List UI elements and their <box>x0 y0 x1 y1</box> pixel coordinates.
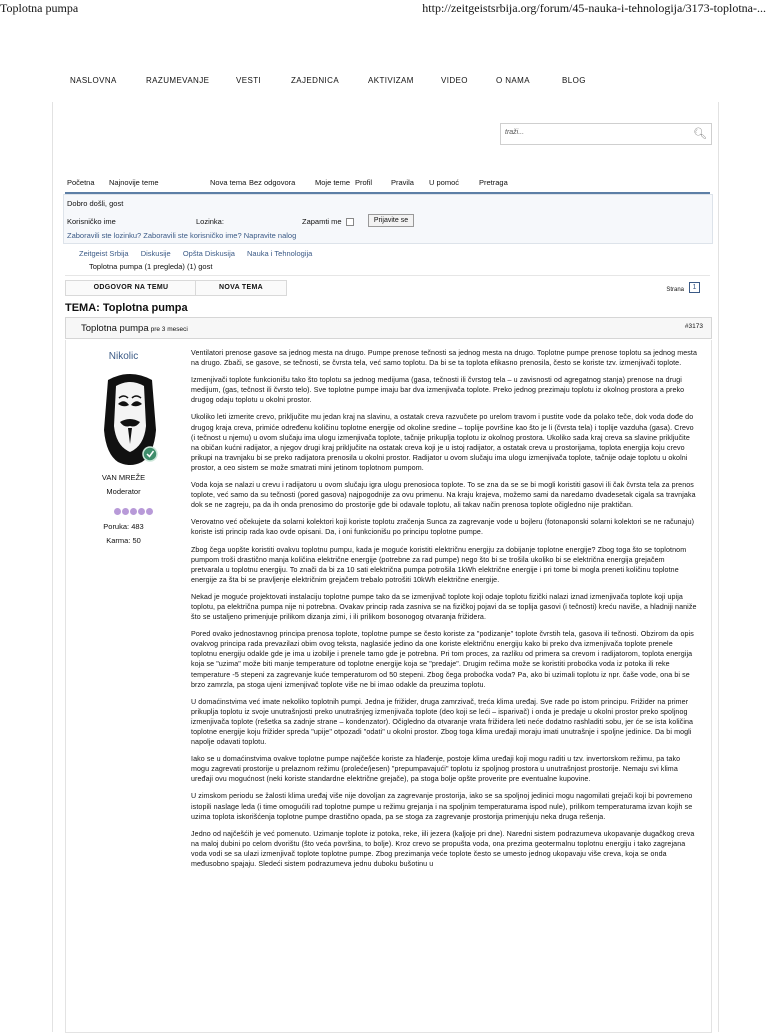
author-posts: Poruka: 483 <box>103 522 144 531</box>
menu-pretraga[interactable]: Pretraga <box>479 178 508 187</box>
search-box[interactable] <box>500 123 712 145</box>
author-panel <box>66 340 181 1032</box>
reply-button[interactable]: ODGOVOR NA TEMU <box>65 280 197 296</box>
reputation-bar <box>109 508 159 518</box>
topic-title: TEMA: Toplotna pumpa <box>65 302 188 314</box>
post-body <box>65 340 712 1033</box>
page-url: http://zeitgeistsrbija.org/forum/45-nauka-i-tehnologija/3173-toplotna-... <box>422 1 766 15</box>
author-role: Moderator <box>106 487 141 496</box>
menu-pocetna[interactable]: Početna <box>67 178 95 187</box>
post-title[interactable]: Toplotna pumpa <box>81 323 149 334</box>
forum-panel <box>52 102 719 1032</box>
post-paragraph: Pored ovako jednostavnog principa prenosa toplote, toplotne pumpe se često koriste za "podizanje" toplote čvrstih tela, gasova ili tečnosti. Obzirom da opis ovakvog principa rada prevazilazi obim ovog teksta, naglasiće jedino da one koriste električnu energiju kako bi preko dva izmenjivača toplote prenele toplotnu energiju odakle gde je ima u izobilje i prenele tamo gde je potrebna. Pri tom proces, za razliku od primera sa crevom i radijatorom, toplota energija koja se "uzima" može biti manje temperature od toplotne energije koja se "predaje". Drugim rečima može se koristiti proboćka voda iz potoka ili reke temperature -5 stepeni za zagrevanje kuće temperaturom od 50 stepeni. Zbog čega proboćka voda? Pa, ako bi uzimali toplotu iz npr. čaše vode, ona bi se brzo zamrzla, pa stoga ujeni izmenjivač toplote više ne bi imao odakle da preuzima toplotu. <box>191 630 694 689</box>
nav-o-nama[interactable]: O NAMA <box>496 76 530 85</box>
breadcrumb <box>65 247 710 276</box>
post-content <box>191 348 699 1032</box>
menu-u-pomoc[interactable]: U pomoć <box>429 178 460 187</box>
forum-menu <box>65 176 710 194</box>
menu-bez-odgovora[interactable]: Bez odgovora <box>249 178 296 187</box>
remember-checkbox[interactable] <box>346 218 354 226</box>
breadcrumb-zeitgeist-srbija[interactable]: Zeitgeist Srbija <box>79 249 129 258</box>
breadcrumb-diskusije[interactable]: Diskusije <box>140 249 171 258</box>
post-title-wrap <box>81 323 188 334</box>
post-header <box>65 317 712 339</box>
nav-vesti[interactable]: VESTI <box>236 76 262 85</box>
menu-moje-teme[interactable]: Moje teme <box>315 178 351 187</box>
post-paragraph: Zbog čega uopšte koristiti ovakvu toplotnu pumpu, kada je moguće koristiti električnu energiju za dobijanje toplotne energije? Zbog toga što se toplotnom pumpom troši drastično manja količina električne energije (potrebne za rad pumpe) nego što bi se trošila ukoliko bi se električna energija grejačem pretvarala u toplotnu energiju. To znači da bi za 10 sati električna pumpa potrošila 1kWh električne energije i pri tome bi mogla preneti količinu toplotne energije za šta bi se pravljenje električnim grejačem trebalo potrošiti 10kWh električne energije. <box>191 545 687 584</box>
login-box <box>63 194 713 244</box>
menu-pravila[interactable]: Pravila <box>391 178 414 187</box>
search-input[interactable]: traži... <box>505 129 525 136</box>
welcome-text: Dobro došli, gost <box>67 199 124 208</box>
page-label: Strana <box>666 287 684 293</box>
nav-aktivizam[interactable]: AKTIVIZAM <box>368 76 414 85</box>
username-label: Korisničko ime <box>67 217 116 226</box>
login-button[interactable]: Prijavite se <box>368 214 414 227</box>
post-paragraph: Voda koja se nalazi u crevu i radijatoru u ovom slučaju igra ulogu prenosioca toplote. To se zna da se se bi mogli koristiti gasovi ili čak čvrsta tela za prenos toplote, već samo da su tečnosti (pored gasova) najpogodnije za ovu primenu. Na kraju krajeva, možemo sami da naredamo dvadesetak cigala sa travnjaka dok se ne zagreju, pa da ih onda prenosimo do prostorije gde bi odavale toplotu, ali takav način prenosa toplote očigledno nije praktičan. <box>191 481 696 510</box>
post-number[interactable]: #3173 <box>684 323 703 330</box>
page-tab-title: Toplotna pumpa <box>0 1 79 15</box>
post-paragraph: Jedno od najčešćih je već pomenuto. Uzimanje toplote iz potoka, reke, iili jezera (kaljoje pri dne). Naredni sistem podrazumeva ukopavanje dugačkog creva na maloj dubini po celom dvorištu (što veća površina, to bolje). Kroz crevo se propušta voda, ona prezima geotermalnu toplotnu energiju i tako zagrejana voda vodi se sa ulazi izmenjivač toplote toplotne pumpe. Zbog prezimanja veće toplote često se umesto jednog ukopavaju više creva, koja se onda međusobno spajaju. Sledeći sistem podrazumeva jednu duboku bušotinu u <box>191 829 695 869</box>
search-icon[interactable]: 🔍︎ <box>693 128 707 140</box>
new-topic-button[interactable]: NOVA TEMA <box>195 280 287 296</box>
nav-naslovna[interactable]: NASLOVNA <box>70 76 117 85</box>
post-paragraph: Verovatno već očekujete da solarni kolektori koji koriste toplotu zračenja Sunca za zagrevanje vode u bojleru (fotonaponski solarni kolektori se ne računaju) koriste isti princip rada kao ovde opisani. Da, i oni funkcionišu po principu toplotne pumpe. <box>191 518 695 537</box>
author-status: VAN MREŽE <box>101 473 146 482</box>
post-age: pre 3 meseci <box>150 326 188 333</box>
breadcrumb-opsta-diskusija[interactable]: Opšta Diskusija <box>182 249 235 258</box>
author-name[interactable]: Nikolic <box>108 351 139 362</box>
post-paragraph: U domaćinstvima već imate nekoliko toplotnih pumpi. Jedna je frižider, druga zamrzivač, treća klima uređaj. Sve rade po istom principu. Frižider na primer prikuplja toplotu iz svoje unutrašnjosti preko unutrašnjeg izmenjivača toplote (deo koji se leći – isparivač) i onda je predaje u okolni prostor preko spoljnog izmenjivača toplote (rešetka sa zadnje strane – kondenzator). Očigledno da otvaranje vrata frižidera leti neće dodatno rashladiti sobu, jer će se ista količina toplotne energije koju frižider spreda "upije" otpozadi "odati" u okolni prostor. Zbog toga klima uređaji moraju imati unutrašnje i spoljne jedinice. Da bi mogli napolje odavati toplotu. <box>191 697 694 747</box>
menu-najnovije-teme[interactable]: Najnovije teme <box>109 178 159 187</box>
account-help-links[interactable]: Zaboravili ste lozinku? Zaboravili ste korisničko ime? Napravite nalog <box>67 231 297 240</box>
menu-profil[interactable]: Profil <box>355 178 373 187</box>
remember-me <box>302 217 354 226</box>
post-paragraph: Ukoliko leti izmerite crevo, priključite mu jedan kraj na slavinu, a ostatak creva razvučete po urelom travom i pustite vode da polako teče, dok voda dođe do drugog kraja creva, primiće određenu količinu toplotne energije od okoline sredine – toplije površine kao što je li (čvrsta tela) i toplije vazduha (gasa). Crevo (i tečnost u njemu) u ovom slučaju ima ulogu izmenjivača toplote, tačnije prikuplja toplotu iz okolnog prostora. Ukoliko sada kraj creva sa slavine priključite na običan kućni radijator, a njegov drugi kraj priključite na ostatak creva koji je u istoj radijator, a ostatak creva u prostorijama, toplota energija koju crevo prikupi na travnjaku bi se preko radijatora prenosila u okolni prostor. Radijator u ovom slučaju ima ulogu izmenjivača toplote, tačnije odaje toplotu u okolni prostor, a ceo sistem se može smatrati mini jetinom toplotnom pumpom. <box>191 413 694 472</box>
menu-nova-tema[interactable]: Nova tema <box>210 178 247 187</box>
nav-blog[interactable]: BLOG <box>562 76 586 85</box>
breadcrumb-nauka-i-tehnologija[interactable]: Nauka i Tehnologija <box>247 249 313 258</box>
viewing-info: Toplotna pumpa (1 pregleda) (1) gost <box>89 262 213 271</box>
post-paragraph: U zimskom periodu se žalosti klima uređaj više nije dovoljan za zagrevanje prostorija, iako se sa spoljnoj jedinici mogu nagomilati grejači koji bi povremeno istopili naslage leda (i time omogućili rad toplotne pumpe u režimu grejanja i na spoljnim temperaturama ispod nule), prilikom temperaturama izvan kojih se uzima toplota iskorišćenja toplotne pumpe drastično opada, pa se stoga za zagrevanje prostorija primenjuju neka druga rešenja. <box>191 792 693 821</box>
password-label: Lozinka: <box>196 217 224 226</box>
nav-zajednica[interactable]: ZAJEDNICA <box>291 76 340 85</box>
post-paragraph: Ventilatori prenose gasove sa jednog mesta na drugo. Pumpe prenose tečnosti sa jednog mesta na drugo. Toplotne pumpe prenose toplotu sa jednog mesta na drugo. Zbači, se gasove, se tečnosti, se čvrsta tela, već samo toplotu. Da bi se ta toplota efikasno prenosila, često se koriste tzv. izmenjivači toplote. <box>191 349 698 368</box>
topic-actions <box>65 280 710 296</box>
post-paragraph: Nekad je moguće projektovati instalaciju toplotne pumpe tako da se izmenjivač toplote koji odaje toplotu fizički nalazi iznad izmenjivača toplote koji upija toplotu, pa električna pumpa nije ni potrebna. Ovakav princip rada zasniva se na fizičkoj pojavi da se toplija gasovi (i tečnosti) kreću naviše, a hladniji naniže što se ustaljeno primenjuje prilikom dizanja zimi, i ili prilikom bosonogog otvaranja frižidera. <box>191 592 697 622</box>
nav-video[interactable]: VIDEO <box>441 76 468 85</box>
avatar[interactable] <box>102 370 158 466</box>
post-paragraph: Izmenjivači toplote funkcionišu tako što toplotu sa jednog medijuma (gasa, tečnosti ili čvrstog tela – u zavisnosti od agregatnog stanja) prenose na drugi medijum, (gas, tečnost ili čvrsto telo). Sve toplotne pumpe imaju bar dva izmenjivača toplote. Preko jednog prezimaju toplotu iz okolnog prostora a preko drugog odaju toplotu u okolni prostor. <box>191 376 685 405</box>
page-number-link[interactable]: 1 <box>689 282 700 293</box>
browser-print-header <box>0 0 768 16</box>
nav-razumevanje[interactable]: RAZUMEVANJE <box>146 76 210 85</box>
remember-label: Zapamti me <box>302 217 342 226</box>
author-karma: Karma: 50 <box>106 536 141 545</box>
post-paragraph: Iako se u domaćinstvima ovakve toplotne pumpe najčešće koriste za hlađenje, postoje klima uređaji koji mogu raditi u tzv. invertorskom režimu, pa tako mogu zagrevati prostorije u prelaznom režimu (proleće/jesen) "prepumpavajući" toplotu iz spoljnog prostora u unutrašnjost prostorije. Nemaju svi klima uređaji ovu mogućnost (neki koriste standardne električne grejače), pa stoga bolje opšte proverite pre eventualne kupovine. <box>191 755 681 784</box>
